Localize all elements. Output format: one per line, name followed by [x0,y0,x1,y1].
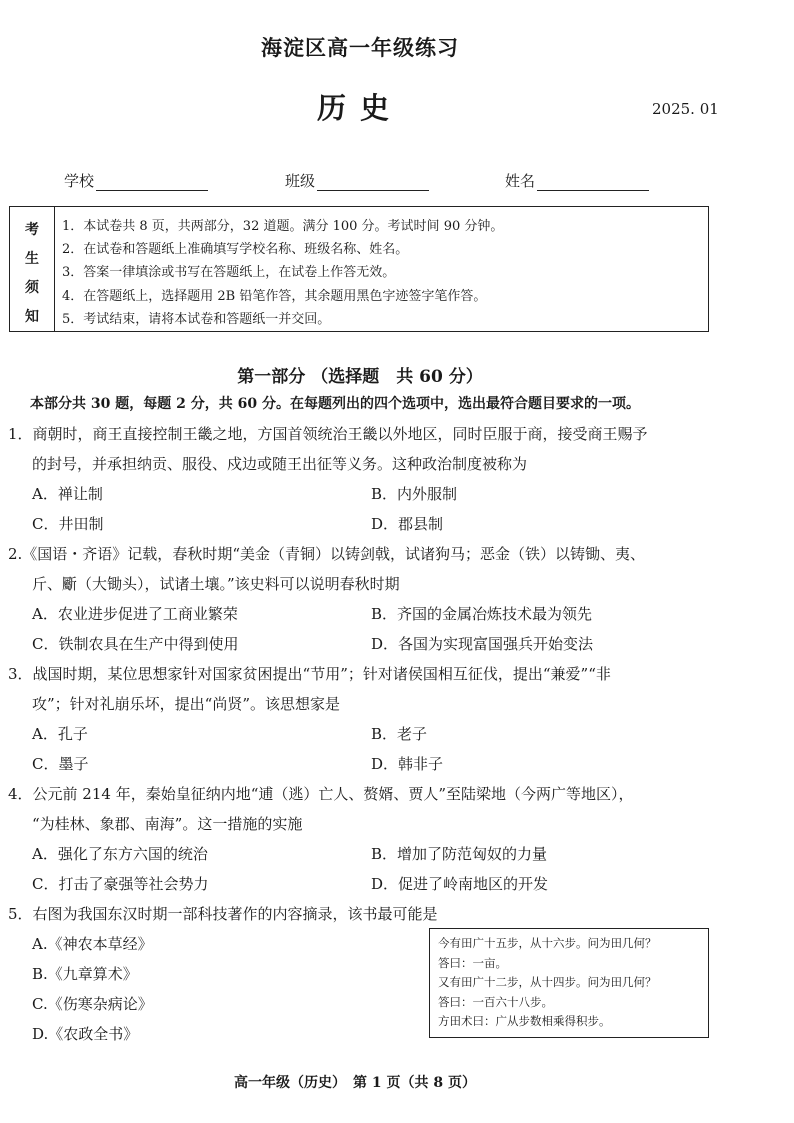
part-heading: 第一部分 （选择题 共 60 分） [237,367,483,387]
notice-item: 3．答案一律填涂或书写在答题纸上，在试卷上作答无效。 [62,265,396,281]
question-3-option-b: B．老子 [371,725,428,743]
question-5-option-b: B.《九章算术》 [32,965,138,983]
question-4-option-a: A．强化了东方六国的统治 [32,845,208,863]
notice-box [9,206,709,332]
notice-label-char: 须 [25,280,39,296]
class-label: 班级 [285,172,316,190]
question-2-option-b: B．齐国的金属冶炼技术最为领先 [371,605,593,623]
notice-list [62,215,503,331]
subject-title: 历史 [316,91,403,125]
question-4-stem: 4．公元前 214 年，秦始皇征纳内地“逋（逃）亡人、赘婿、贾人”至陆梁地（今两广等地区）， [8,785,634,803]
region-title: 海淀区高一年级练习 [261,35,459,60]
page-footer: 高一年级（历史） 第 1 页（共 8 页） [234,1075,476,1091]
question-4-option-d: D．促进了岭南地区的开发 [371,875,549,893]
name-label: 姓名 [505,172,536,190]
notice-item: 1．本试卷共 8 页，共两部分，32 道题。满分 100 分。考试时间 90 分钟。 [62,219,504,234]
figure-line: 又有田广十二步，从十四步。问为田几何？ [438,975,657,989]
question-2-stem: 2.《国语・齐语》记载，春秋时期“美金（青铜）以铸剑戟，试诸狗马；恶金（铁）以铸锄、夷、 [8,545,645,563]
figure-line: 今有田广十五步，从十六步。问为田几何？ [438,936,657,950]
question-2-option-d: D．各国为实现富国强兵开始变法 [371,635,594,653]
question-1-option-a: A．禅让制 [32,485,103,503]
class-blank [317,174,429,191]
question-4-stem: “为桂林、象郡、南海”。这一措施的实施 [32,815,303,833]
question-1-option-d: D．郡县制 [371,515,444,533]
question-1-stem: 的封号，并承担纳贡、服役、戍边或随王出征等义务。这种政治制度被称为 [32,455,528,473]
figure-line: 方田术曰：广从步数相乘得积步。 [438,1014,611,1028]
notice-label [10,207,55,331]
school-label: 学校 [64,172,95,190]
question-4-option-c: C．打击了豪强等社会势力 [32,875,209,893]
notice-item: 5．考试结束，请将本试卷和答题纸一并交回。 [62,311,331,327]
question-3-stem: 3．战国时期，某位思想家针对国家贫困提出“节用”；针对诸侯国相互征伐，提出“兼爱”“非 [8,665,611,683]
class-field [285,170,429,191]
question-2-option-a: A．农业进步促进了工商业繁荣 [32,605,238,623]
question-3-stem: 攻”；针对礼崩乐坏，提出“尚贤”。该思想家是 [32,695,341,713]
question-2-option-c: C．铁制农具在生产中得到使用 [32,635,239,653]
figure-line: 答曰：一百六十八步。 [438,994,553,1009]
notice-label-char: 知 [25,309,39,325]
notice-label-char: 考 [25,222,39,238]
question-3-option-c: C．墨子 [32,755,89,773]
notice-label-char: 生 [25,251,39,267]
school-field [64,170,208,191]
question-3-option-a: A．孔子 [32,725,88,743]
question-5-stem: 5．右图为我国东汉时期一部科技著作的内容摘录，该书最可能是 [8,905,438,923]
part-description: 本部分共 30 题，每题 2 分，共 60 分。在每题列出的四个选项中，选出最符合题目要求的一项。 [30,396,640,412]
question-2-stem: 斤、斸（大锄头），试诸土壤。”该史料可以说明春秋时期 [32,575,400,593]
question-1-stem: 1．商朝时，商王直接控制王畿之地，方国首领统治王畿以外地区，同时臣服于商，接受商王赐予 [8,425,648,443]
notice-item: 4．在答题纸上，选择题用 2B 铅笔作答，其余题用黑色字迹签字笔作答。 [62,288,487,304]
question-4-option-b: B．增加了防范匈奴的力量 [371,845,548,863]
question-5-option-d: D.《农政全书》 [32,1025,139,1043]
name-field [505,170,649,191]
exam-date: 2025. 01 [652,100,719,118]
question-3-option-d: D．韩非子 [371,755,444,773]
question-1-option-c: C．井田制 [32,515,104,533]
question-1-option-b: B．内外服制 [371,485,458,503]
notice-item: 2．在试卷和答题纸上准确填写学校名称、班级名称、姓名。 [62,242,409,258]
figure-line: 答曰：一亩。 [438,955,507,970]
school-blank [96,174,208,191]
question-5-option-a: A.《神农本草经》 [32,935,153,953]
figure-excerpt-box [429,928,709,1038]
question-5-option-c: C.《伤寒杂病论》 [32,995,153,1013]
name-blank [537,174,649,191]
